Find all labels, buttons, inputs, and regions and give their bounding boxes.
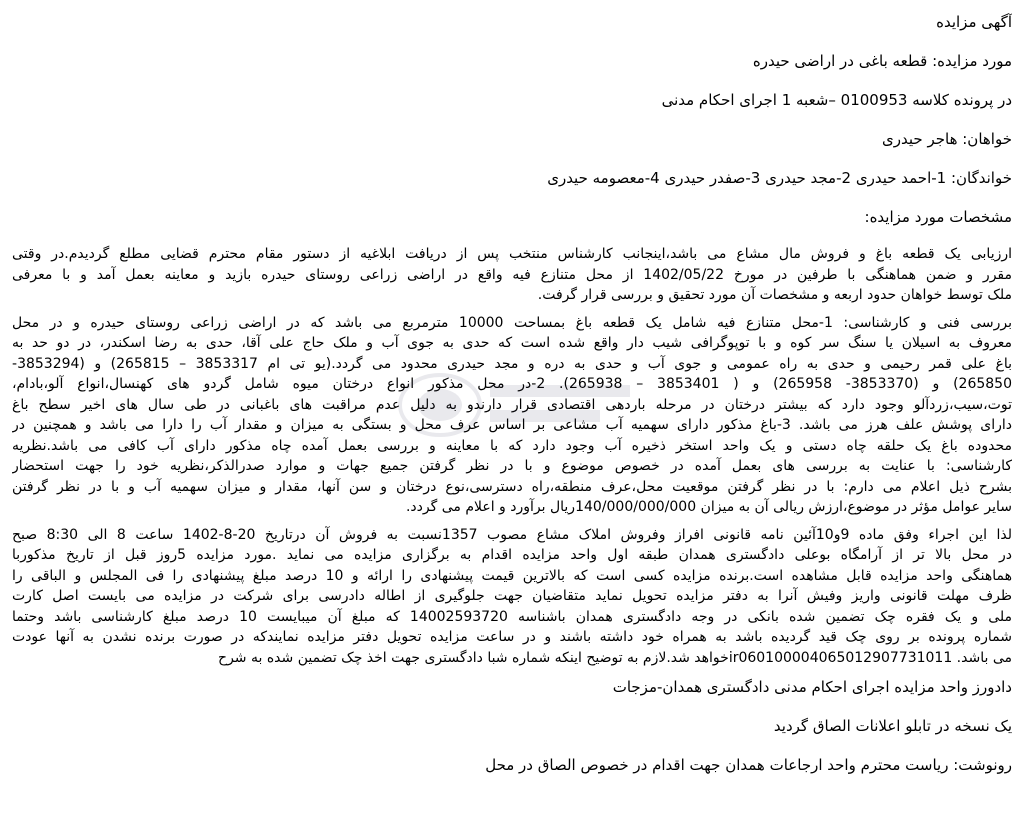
paragraph-line: ظرف مهلت قانونی واریز وفیش آنرا به دفتر مزایده تحویل نماید متقاضیان جهت جلوگیری از اطاله دادرسی برای شرکت در مزایده می بایست اصل کارت — [12, 588, 1012, 604]
paragraph-line: بشرح ذیل اعلام می دارم: با در نظر گرفتن موقعیت محل،عرف منطقه،راه دسترسی،نوع درختان و سن آنها، مقدار و میزان سهمیه آب و با در نظر گرفتن — [12, 478, 1012, 495]
paragraph-line: ملک توسط خواهان حدود اربعه و مشخصات آن مورد تحقیق و بررسی قرار گرفت. — [537, 287, 1012, 303]
paragraph-line: محدوده باغ یک حلقه چاه دستی و یک واحد استخر ذخیره آب وجود دارد که با معاینه و بررسی بعمل آمده چاه مذکور دارای آب کافی می باشد.نظریه — [12, 437, 1012, 454]
carbon-copy: رونوشت: ریاست محترم واحد ارجاعات همدان جهت اقدام در خصوص الصاق در محل — [485, 756, 1012, 774]
notice-title: آگهی مزایده — [936, 13, 1012, 31]
defendants: خواندگان: 1-احمد حیدری 2-مجد حیدری 3-صفدر حیدری 4-معصومه حیدری — [547, 169, 1012, 187]
case-number: در پرونده کلاسه 0100953 –شعبه 1 اجرای احکام مدنی — [661, 91, 1012, 109]
plaintiff: خواهان: هاجر حیدری — [882, 130, 1012, 148]
auction-subject: مورد مزایده: قطعه باغی در اراضی حیدره — [752, 52, 1012, 70]
paragraph-line: می باشد. ir060100004065012907731011خواهد شد.لازم به توضیح اینکه شماره شبا دادگستری جهت اخذ چک تضمین شده به شرح — [218, 649, 1012, 666]
paragraph-line: معروف به اسیلان یا سنگ سر کوه و با توپوگرافی شیب دار واقع شده است که حدی به جوی آب و ملک حاج علی آقا، حدی به رضا اسکندر، در دو حد به — [12, 335, 1012, 351]
paragraph-line: باغ علی قمر رحیمی و حدی به راه عمومی و جوی آب و حدی به دره و مجد حیدری محدود می گردد.(یو تی ام 3853317 – 265815) و (3853294- — [12, 355, 1012, 372]
paragraph-line: ارزیابی یک قطعه باغ و فروش مال مشاع می باشد،اینجانب کارشناس منتخب پس از دریافت ابلاغیه از دستور مقام محترم قضایی مطلع گردیدم.در وقتی — [12, 246, 1012, 262]
paragraph-line: ملی و یک فقره چک تضمین شده بانکی در وجه دادگستری همدان باشناسه 14002593720 که مبلغ آن میبایست 10 درصد مبلغ کارشناسی باشد وحتما — [12, 608, 1012, 625]
paragraph-line: در محل بالا تر از آرامگاه بوعلی دادگستری همدان طبقه اول واحد مزایده اقدام به برگزاری مزایده می نماید .مورد مزایده 5روز قبل از تاریخ مذکوربا — [12, 547, 1012, 563]
specs-heading: مشخصات مورد مزایده: — [864, 208, 1012, 226]
paragraph-line: شماره پرونده بر روی چک قید گردیده باشد به همراه خود داشته باشند و در ساعت مزایده تحویل دفتر مزایده نمایندکه در صورت برنده نشدن به آنها عودت — [12, 629, 1012, 645]
expert-review-paragraph — [12, 313, 1012, 518]
paragraph-line: 265850) و (3853370- 265958) و ( 3853401 – 265938). 2-در محل مذکور انواع درختان میوه شامل گردو های کهنسال،انواع آلو،بادام، — [12, 376, 1012, 392]
judge-signature: دادورز واحد مزایده اجرای احکام مدنی دادگستری همدان-مزجات — [612, 678, 1012, 696]
paragraph-line: دارای پوشش علف هرز می باشد. 3-باغ مذکور دارای سهمیه آب مشاعی بر اساس عرف محل و بستگی به میزان و مقدار آب را دارا می باشد و همچنین در — [12, 417, 1012, 433]
paragraph-line: مقرر و ضمن هماهنگی با طرفین در مورخ 1402/05/22 از محل متنازع فیه واقع در اراضی زراعی روستای حیدره بازید و معاینه بعمل آمد و با معرفی — [12, 266, 1012, 283]
auction-terms-paragraph — [12, 525, 1012, 669]
posting-note: یک نسخه در تابلو اعلانات الصاق گردید — [773, 717, 1012, 735]
paragraph-line: کارشناسی: با عنایت به بررسی های بعمل آمده در خصوص موضوع و با در نظر گرفتن جمیع جهات و موارد صدرالذکر،نظریه خود را جهت استحضار — [12, 458, 1012, 474]
paragraph-line: بررسی فنی و کارشناسی: 1-محل متنازع فیه شامل یک قطعه باغ بمساحت 10000 مترمربع می باشد که در اراضی زراعی روستای حیدره و در محل — [12, 314, 1012, 331]
assessment-paragraph — [12, 244, 1012, 306]
paragraph-line: سایر عوامل مؤثر در موضوع،ارزش ریالی آن به میزان 140/000/000/000ریال برآورد و اعلام می گردد. — [405, 499, 1012, 515]
paragraph-line: هماهنگی واحد مزایده قابل مشاهده است.برنده مزایده کسی است که بالاترین قیمت پیشنهادی را ارائه و 10 درصد مبلغ پیشنهادی را فی المجلس و الباقی را — [12, 567, 1012, 584]
paragraph-line: لذا این اجراء وفق ماده 9و10آئین نامه قانونی افراز وفروش املاک مشاع مصوب 1357نسبت به فروش آن درتاریخ 20-8-1402 ساعت 8 الی 8:30 صبح — [12, 526, 1012, 543]
paragraph-line: توت،سیب،زردآلو وجود دارد که بیشتر درختان در مرحله باردهی اقتصادی قرار دارندو به دلیل عدم مراقبت های باغبانی در طی سال های اخیر سطح باغ — [12, 396, 1012, 413]
